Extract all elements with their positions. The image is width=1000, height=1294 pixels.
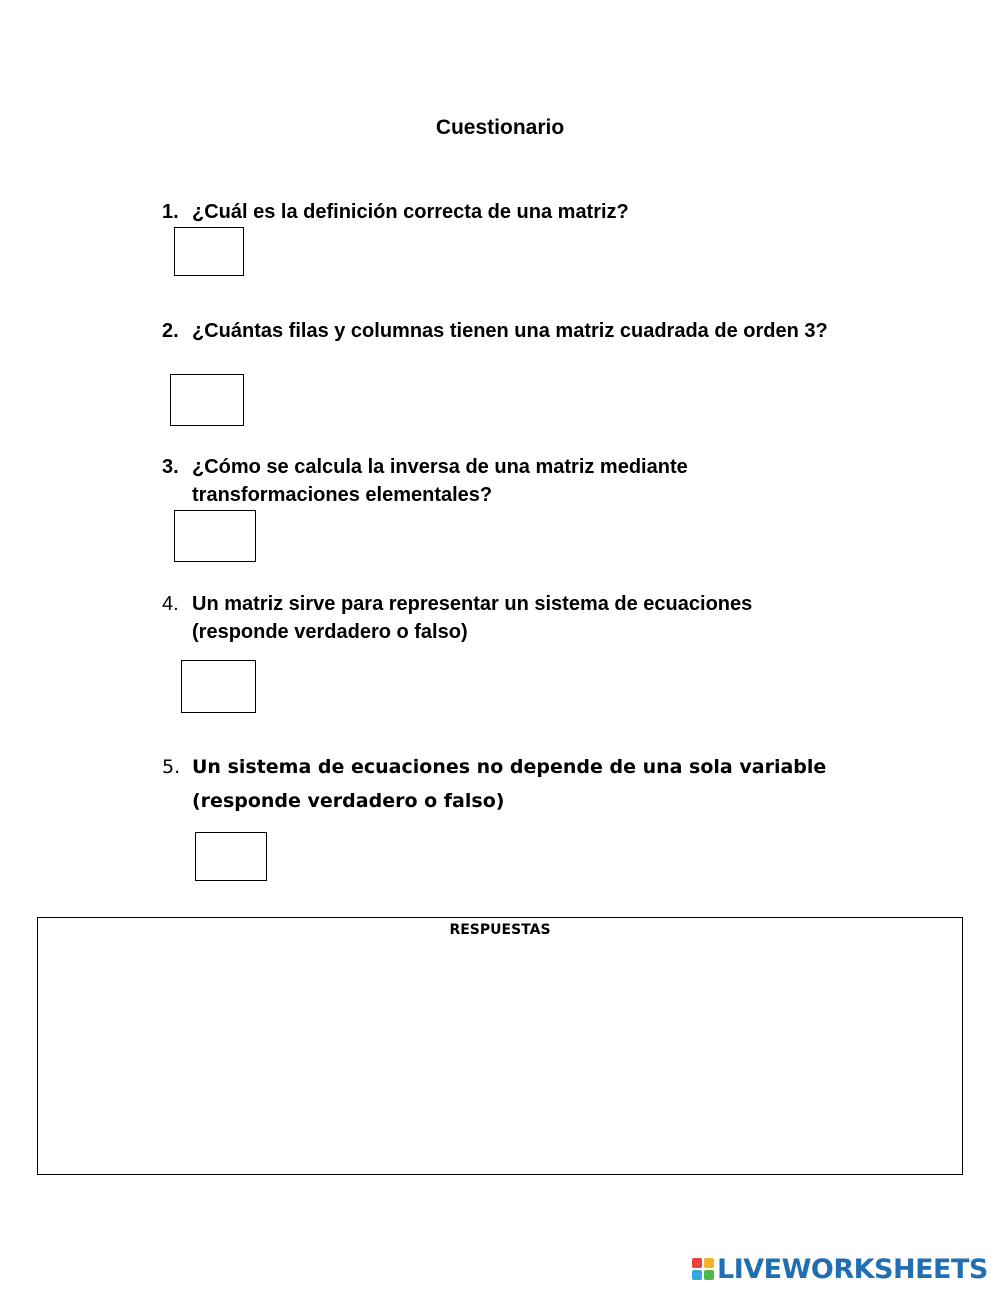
question-text: ¿Cómo se calcula la inversa de una matriz mediante transformaciones elementales?: [192, 456, 688, 506]
answers-panel-title: RESPUESTAS: [449, 922, 551, 938]
question-text: ¿Cuántas filas y columnas tienen una matriz cuadrada de orden 3?: [192, 320, 828, 342]
question-3: [162, 453, 762, 509]
question-text: Un sistema de ecuaciones no depende de una sola variable (responde verdadero o falso): [192, 756, 827, 812]
question-number: 5.: [162, 756, 181, 778]
answer-box-3[interactable]: [174, 510, 256, 562]
answer-box-2[interactable]: [170, 374, 244, 426]
question-2: [162, 317, 860, 345]
question-number: 4.: [162, 593, 179, 615]
answers-panel[interactable]: [37, 917, 963, 1175]
question-4: [162, 590, 842, 646]
question-text: Un matriz sirve para representar un sistema de ecuaciones (responde verdadero o falso): [192, 593, 753, 643]
logo-grid-icon: [692, 1258, 714, 1280]
question-number: 3.: [162, 456, 179, 478]
question-text: ¿Cuál es la definición correcta de una matriz?: [192, 201, 629, 223]
answer-box-5[interactable]: [195, 832, 267, 881]
page-title: Cuestionario: [435, 116, 565, 139]
question-number: 2.: [162, 320, 179, 342]
answer-box-4[interactable]: [181, 660, 256, 713]
brand-text: LIVEWORKSHEETS: [717, 1253, 988, 1285]
question-number: 1.: [162, 201, 179, 223]
question-5: [162, 750, 842, 818]
question-1: [162, 198, 860, 226]
liveworksheets-logo: [692, 1253, 988, 1285]
answer-box-1[interactable]: [174, 227, 244, 276]
